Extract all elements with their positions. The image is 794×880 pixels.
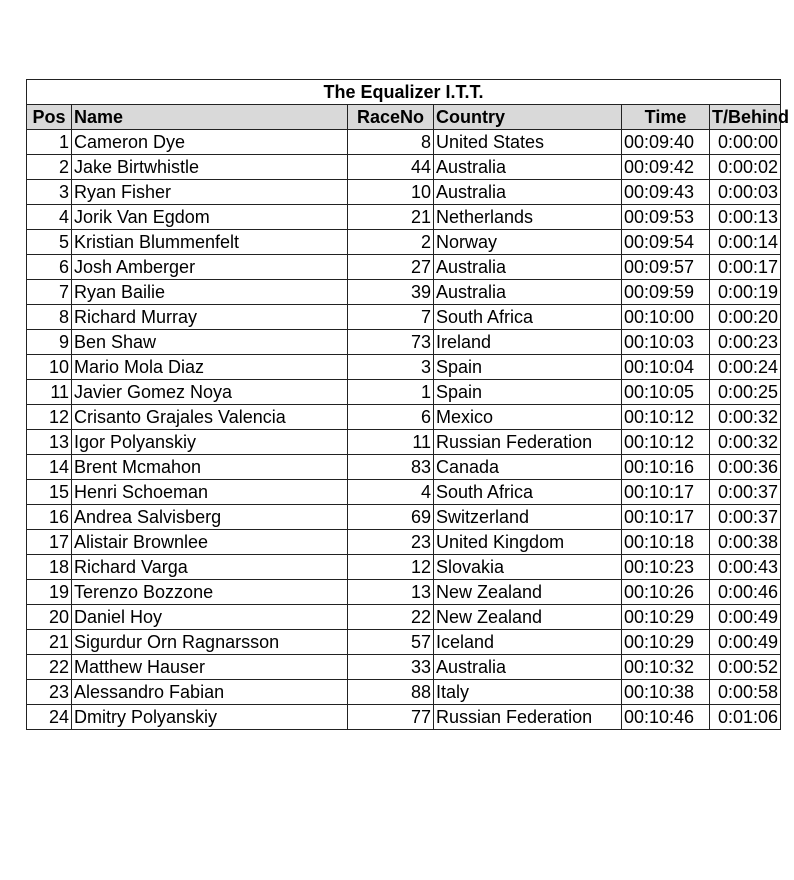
table-row bbox=[27, 630, 781, 655]
row-country: South Africa bbox=[434, 480, 622, 505]
row-pos: 11 bbox=[27, 380, 72, 405]
row-time: 00:09:43 bbox=[622, 180, 710, 205]
row-country: Australia bbox=[434, 655, 622, 680]
row-raceno: 21 bbox=[348, 205, 434, 230]
row-pos: 6 bbox=[27, 255, 72, 280]
row-name: Brent Mcmahon bbox=[72, 455, 348, 480]
row-time-behind: 0:00:17 bbox=[710, 255, 781, 280]
row-time-behind: 0:01:06 bbox=[710, 705, 781, 730]
row-pos: 16 bbox=[27, 505, 72, 530]
row-time-behind: 0:00:52 bbox=[710, 655, 781, 680]
row-time-behind: 0:00:02 bbox=[710, 155, 781, 180]
row-pos: 7 bbox=[27, 280, 72, 305]
row-time-behind: 0:00:43 bbox=[710, 555, 781, 580]
row-country: Switzerland bbox=[434, 505, 622, 530]
row-time-behind: 0:00:46 bbox=[710, 580, 781, 605]
row-country: Australia bbox=[434, 180, 622, 205]
table-row bbox=[27, 380, 781, 405]
row-name: Richard Varga bbox=[72, 555, 348, 580]
row-time-behind: 0:00:32 bbox=[710, 430, 781, 455]
row-name: Igor Polyanskiy bbox=[72, 430, 348, 455]
table-row bbox=[27, 705, 781, 730]
row-time: 00:10:05 bbox=[622, 380, 710, 405]
table-row bbox=[27, 405, 781, 430]
row-pos: 23 bbox=[27, 680, 72, 705]
row-country: Mexico bbox=[434, 405, 622, 430]
row-country: Australia bbox=[434, 280, 622, 305]
row-time-behind: 0:00:37 bbox=[710, 480, 781, 505]
row-time-behind: 0:00:37 bbox=[710, 505, 781, 530]
column-header-time: Time bbox=[622, 105, 710, 130]
column-header-pos: Pos bbox=[27, 105, 72, 130]
row-name: Sigurdur Orn Ragnarsson bbox=[72, 630, 348, 655]
row-raceno: 22 bbox=[348, 605, 434, 630]
row-country: Iceland bbox=[434, 630, 622, 655]
row-name: Jake Birtwhistle bbox=[72, 155, 348, 180]
row-raceno: 88 bbox=[348, 680, 434, 705]
row-pos: 17 bbox=[27, 530, 72, 555]
row-name: Dmitry Polyanskiy bbox=[72, 705, 348, 730]
row-raceno: 73 bbox=[348, 330, 434, 355]
row-pos: 9 bbox=[27, 330, 72, 355]
row-pos: 5 bbox=[27, 230, 72, 255]
row-country: Australia bbox=[434, 155, 622, 180]
row-time-behind: 0:00:23 bbox=[710, 330, 781, 355]
row-name: Ben Shaw bbox=[72, 330, 348, 355]
column-header-time-behind: T/Behind bbox=[710, 105, 781, 130]
row-time: 00:10:00 bbox=[622, 305, 710, 330]
row-pos: 12 bbox=[27, 405, 72, 430]
table-row bbox=[27, 330, 781, 355]
row-pos: 19 bbox=[27, 580, 72, 605]
row-time: 00:10:17 bbox=[622, 480, 710, 505]
row-country: New Zealand bbox=[434, 580, 622, 605]
row-pos: 2 bbox=[27, 155, 72, 180]
table-row bbox=[27, 130, 781, 155]
row-country: Australia bbox=[434, 255, 622, 280]
row-pos: 22 bbox=[27, 655, 72, 680]
row-country: United States bbox=[434, 130, 622, 155]
row-raceno: 12 bbox=[348, 555, 434, 580]
row-time-behind: 0:00:14 bbox=[710, 230, 781, 255]
row-raceno: 11 bbox=[348, 430, 434, 455]
row-raceno: 39 bbox=[348, 280, 434, 305]
row-raceno: 10 bbox=[348, 180, 434, 205]
row-name: Crisanto Grajales Valencia bbox=[72, 405, 348, 430]
table-row bbox=[27, 455, 781, 480]
row-pos: 1 bbox=[27, 130, 72, 155]
table-row bbox=[27, 580, 781, 605]
row-name: Josh Amberger bbox=[72, 255, 348, 280]
row-time-behind: 0:00:58 bbox=[710, 680, 781, 705]
column-header-row bbox=[27, 105, 781, 130]
row-time: 00:10:32 bbox=[622, 655, 710, 680]
row-raceno: 6 bbox=[348, 405, 434, 430]
row-time-behind: 0:00:38 bbox=[710, 530, 781, 555]
row-time: 00:10:29 bbox=[622, 605, 710, 630]
row-time: 00:09:42 bbox=[622, 155, 710, 180]
row-time: 00:09:59 bbox=[622, 280, 710, 305]
row-time: 00:10:26 bbox=[622, 580, 710, 605]
row-name: Henri Schoeman bbox=[72, 480, 348, 505]
table-row bbox=[27, 680, 781, 705]
row-time: 00:09:54 bbox=[622, 230, 710, 255]
row-raceno: 2 bbox=[348, 230, 434, 255]
row-raceno: 27 bbox=[348, 255, 434, 280]
row-time-behind: 0:00:49 bbox=[710, 630, 781, 655]
row-country: Norway bbox=[434, 230, 622, 255]
row-name: Kristian Blummenfelt bbox=[72, 230, 348, 255]
row-time-behind: 0:00:20 bbox=[710, 305, 781, 330]
row-raceno: 1 bbox=[348, 380, 434, 405]
row-pos: 24 bbox=[27, 705, 72, 730]
table-row bbox=[27, 505, 781, 530]
row-raceno: 4 bbox=[348, 480, 434, 505]
table-row bbox=[27, 655, 781, 680]
row-name: Mario Mola Diaz bbox=[72, 355, 348, 380]
table-row bbox=[27, 305, 781, 330]
row-time: 00:10:38 bbox=[622, 680, 710, 705]
row-pos: 13 bbox=[27, 430, 72, 455]
row-name: Alessandro Fabian bbox=[72, 680, 348, 705]
row-time-behind: 0:00:03 bbox=[710, 180, 781, 205]
row-raceno: 3 bbox=[348, 355, 434, 380]
row-country: Russian Federation bbox=[434, 430, 622, 455]
table-row bbox=[27, 480, 781, 505]
column-header-raceno: RaceNo bbox=[348, 105, 434, 130]
table-row bbox=[27, 530, 781, 555]
row-raceno: 33 bbox=[348, 655, 434, 680]
table-row bbox=[27, 555, 781, 580]
row-pos: 3 bbox=[27, 180, 72, 205]
row-time: 00:10:29 bbox=[622, 630, 710, 655]
row-name: Richard Murray bbox=[72, 305, 348, 330]
row-pos: 18 bbox=[27, 555, 72, 580]
row-country: United Kingdom bbox=[434, 530, 622, 555]
row-country: Spain bbox=[434, 355, 622, 380]
row-time: 00:09:40 bbox=[622, 130, 710, 155]
row-pos: 14 bbox=[27, 455, 72, 480]
row-time: 00:10:03 bbox=[622, 330, 710, 355]
table-row bbox=[27, 355, 781, 380]
row-country: Russian Federation bbox=[434, 705, 622, 730]
row-name: Ryan Fisher bbox=[72, 180, 348, 205]
row-pos: 4 bbox=[27, 205, 72, 230]
row-raceno: 7 bbox=[348, 305, 434, 330]
row-time: 00:10:04 bbox=[622, 355, 710, 380]
table-row bbox=[27, 155, 781, 180]
row-pos: 8 bbox=[27, 305, 72, 330]
row-time: 00:09:57 bbox=[622, 255, 710, 280]
row-raceno: 57 bbox=[348, 630, 434, 655]
column-header-country: Country bbox=[434, 105, 622, 130]
row-pos: 20 bbox=[27, 605, 72, 630]
row-country: South Africa bbox=[434, 305, 622, 330]
row-time: 00:10:46 bbox=[622, 705, 710, 730]
row-pos: 10 bbox=[27, 355, 72, 380]
results-table bbox=[26, 79, 789, 730]
row-raceno: 8 bbox=[348, 130, 434, 155]
row-raceno: 83 bbox=[348, 455, 434, 480]
row-name: Ryan Bailie bbox=[72, 280, 348, 305]
row-time-behind: 0:00:24 bbox=[710, 355, 781, 380]
column-header-name: Name bbox=[72, 105, 348, 130]
row-name: Jorik Van Egdom bbox=[72, 205, 348, 230]
table-row bbox=[27, 230, 781, 255]
table-row bbox=[27, 280, 781, 305]
row-name: Andrea Salvisberg bbox=[72, 505, 348, 530]
row-raceno: 13 bbox=[348, 580, 434, 605]
table-row bbox=[27, 430, 781, 455]
table-title-row bbox=[27, 80, 781, 105]
row-time: 00:10:16 bbox=[622, 455, 710, 480]
row-pos: 21 bbox=[27, 630, 72, 655]
row-time-behind: 0:00:13 bbox=[710, 205, 781, 230]
row-name: Terenzo Bozzone bbox=[72, 580, 348, 605]
row-raceno: 44 bbox=[348, 155, 434, 180]
table-title: The Equalizer I.T.T. bbox=[27, 80, 781, 105]
row-country: Slovakia bbox=[434, 555, 622, 580]
row-time-behind: 0:00:49 bbox=[710, 605, 781, 630]
row-time: 00:10:12 bbox=[622, 430, 710, 455]
row-name: Matthew Hauser bbox=[72, 655, 348, 680]
row-time: 00:10:23 bbox=[622, 555, 710, 580]
row-time: 00:10:17 bbox=[622, 505, 710, 530]
row-time-behind: 0:00:00 bbox=[710, 130, 781, 155]
row-country: Spain bbox=[434, 380, 622, 405]
row-country: New Zealand bbox=[434, 605, 622, 630]
row-time-behind: 0:00:19 bbox=[710, 280, 781, 305]
row-time: 00:09:53 bbox=[622, 205, 710, 230]
row-raceno: 77 bbox=[348, 705, 434, 730]
results-body bbox=[27, 130, 781, 730]
row-name: Daniel Hoy bbox=[72, 605, 348, 630]
row-name: Alistair Brownlee bbox=[72, 530, 348, 555]
row-raceno: 69 bbox=[348, 505, 434, 530]
row-time: 00:10:18 bbox=[622, 530, 710, 555]
table-row bbox=[27, 255, 781, 280]
row-country: Italy bbox=[434, 680, 622, 705]
row-time: 00:10:12 bbox=[622, 405, 710, 430]
table-row bbox=[27, 605, 781, 630]
row-time-behind: 0:00:25 bbox=[710, 380, 781, 405]
row-time-behind: 0:00:32 bbox=[710, 405, 781, 430]
row-raceno: 23 bbox=[348, 530, 434, 555]
row-pos: 15 bbox=[27, 480, 72, 505]
table-row bbox=[27, 180, 781, 205]
row-country: Ireland bbox=[434, 330, 622, 355]
row-country: Netherlands bbox=[434, 205, 622, 230]
row-country: Canada bbox=[434, 455, 622, 480]
table-row bbox=[27, 205, 781, 230]
row-name: Javier Gomez Noya bbox=[72, 380, 348, 405]
row-name: Cameron Dye bbox=[72, 130, 348, 155]
row-time-behind: 0:00:36 bbox=[710, 455, 781, 480]
